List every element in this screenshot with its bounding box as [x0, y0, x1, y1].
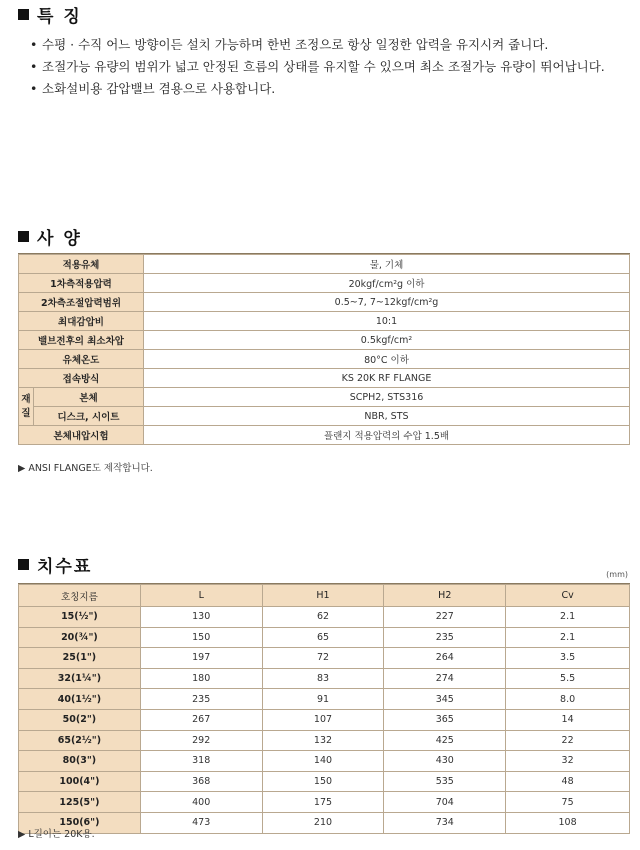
spec-label: 디스크, 시이트 [34, 407, 144, 426]
spec-row [19, 293, 630, 312]
dimension-cell: 292 [140, 730, 262, 751]
spec-label: 적용유체 [19, 255, 144, 274]
feature-item-2: • 조절가능 유량의 범위가 넓고 안정된 흐름의 상태를 유지할 수 있으며 최소 조절가능 유량이 뛰어납니다. [30, 56, 630, 78]
dimension-cell: 264 [384, 648, 506, 669]
dimension-cell: 107 [262, 709, 384, 730]
dimension-cell: 130 [140, 607, 262, 628]
nominal-size-cell: 80(3") [19, 751, 141, 772]
spec-title: 사 양 [37, 229, 82, 249]
square-bullet-icon [18, 9, 29, 20]
spec-value: 20kgf/cm²g 이하 [144, 274, 630, 293]
nominal-size-cell: 65(2½") [19, 730, 141, 751]
dimensions-title: 치수표 [37, 557, 93, 577]
spec-value: 10:1 [144, 312, 630, 331]
dimension-cell: 2.1 [506, 627, 630, 648]
table-row [19, 792, 630, 813]
spec-row [19, 331, 630, 350]
nominal-size-cell: 15(½") [19, 607, 141, 628]
spec-table [18, 254, 630, 445]
dimension-cell: 318 [140, 751, 262, 772]
spec-row [19, 312, 630, 331]
spec-value: 플랜지 적용압력의 수압 1.5배 [144, 426, 630, 445]
spec-label: 접속방식 [19, 369, 144, 388]
table-row [19, 709, 630, 730]
spec-label: 2차측조절압력범위 [19, 293, 144, 312]
dimensions-table [18, 584, 630, 834]
dimension-cell: 365 [384, 709, 506, 730]
column-header: H2 [384, 585, 506, 607]
table-row [19, 627, 630, 648]
spec-row [19, 255, 630, 274]
table-row [19, 607, 630, 628]
spec-label: 최대감압비 [19, 312, 144, 331]
column-header: Cv [506, 585, 630, 607]
dimension-cell: 175 [262, 792, 384, 813]
dimension-cell: 180 [140, 668, 262, 689]
nominal-size-cell: 50(2") [19, 709, 141, 730]
dimension-cell: 75 [506, 792, 630, 813]
dimension-cell: 140 [262, 751, 384, 772]
dimension-cell: 400 [140, 792, 262, 813]
dimension-cell: 345 [384, 689, 506, 710]
dimension-cell: 535 [384, 771, 506, 792]
table-row [19, 668, 630, 689]
dimension-cell: 2.1 [506, 607, 630, 628]
spec-row [19, 426, 630, 445]
features-list [30, 34, 630, 100]
spec-label: 본체 [34, 388, 144, 407]
table-row [19, 812, 630, 833]
dimension-cell: 8.0 [506, 689, 630, 710]
feature-item-1: • 수평 · 수직 어느 방향이든 설치 가능하며 한번 조정으로 항상 일정한 압력을 유지시켜 줍니다. [30, 34, 630, 56]
dimension-cell: 274 [384, 668, 506, 689]
dimension-cell: 72 [262, 648, 384, 669]
spec-row [19, 274, 630, 293]
spec-heading [18, 224, 82, 249]
dimensions-note: ▶ L길이는 20K용. [18, 829, 95, 840]
table-row [19, 689, 630, 710]
dimension-cell: 430 [384, 751, 506, 772]
spec-row [19, 407, 630, 426]
dimension-cell: 368 [140, 771, 262, 792]
nominal-size-cell: 125(5") [19, 792, 141, 813]
dimension-cell: 150 [140, 627, 262, 648]
nominal-size-cell: 100(4") [19, 771, 141, 792]
features-heading [18, 2, 82, 27]
spec-value: 0.5kgf/cm² [144, 331, 630, 350]
dimension-cell: 473 [140, 812, 262, 833]
dimension-cell: 210 [262, 812, 384, 833]
spec-value: NBR, STS [144, 407, 630, 426]
dimension-cell: 197 [140, 648, 262, 669]
dimension-cell: 32 [506, 751, 630, 772]
dimension-cell: 235 [140, 689, 262, 710]
dimensions-heading [18, 552, 92, 577]
spec-value: SCPH2, STS316 [144, 388, 630, 407]
dimension-cell: 65 [262, 627, 384, 648]
nominal-size-cell: 25(1") [19, 648, 141, 669]
dimension-cell: 704 [384, 792, 506, 813]
dimension-cell: 3.5 [506, 648, 630, 669]
spec-note: ▶ ANSI FLANGE도 제작합니다. [18, 463, 153, 474]
square-bullet-icon [18, 231, 29, 242]
dimension-cell: 235 [384, 627, 506, 648]
dimension-cell: 227 [384, 607, 506, 628]
table-row [19, 751, 630, 772]
dimension-cell: 62 [262, 607, 384, 628]
unit-label: (mm) [606, 570, 628, 579]
spec-value: 80°C 이하 [144, 350, 630, 369]
feature-item-3: • 소화설비용 감압밸브 겸용으로 사용합니다. [30, 78, 630, 100]
dimension-cell: 267 [140, 709, 262, 730]
table-row [19, 648, 630, 669]
spec-value: 물, 기체 [144, 255, 630, 274]
spec-value: KS 20K RF FLANGE [144, 369, 630, 388]
dimension-cell: 91 [262, 689, 384, 710]
nominal-size-cell: 32(1¼") [19, 668, 141, 689]
spec-label: 밸브전후의 최소차압 [19, 331, 144, 350]
material-label: 재질 [19, 388, 34, 426]
nominal-size-cell: 20(¾") [19, 627, 141, 648]
dimension-cell: 150 [262, 771, 384, 792]
spec-row [19, 350, 630, 369]
dimension-cell: 22 [506, 730, 630, 751]
nominal-size-cell: 150(6") [19, 812, 141, 833]
dimension-cell: 108 [506, 812, 630, 833]
dimension-cell: 5.5 [506, 668, 630, 689]
table-row [19, 730, 630, 751]
dimension-cell: 734 [384, 812, 506, 833]
dimension-cell: 14 [506, 709, 630, 730]
column-header: H1 [262, 585, 384, 607]
dimension-cell: 425 [384, 730, 506, 751]
spec-label: 유체온도 [19, 350, 144, 369]
dimensions-body [19, 607, 630, 834]
spec-label: 본체내압시험 [19, 426, 144, 445]
nominal-size-cell: 40(1½") [19, 689, 141, 710]
spec-row [19, 369, 630, 388]
dimension-cell: 132 [262, 730, 384, 751]
square-bullet-icon [18, 559, 29, 570]
dimensions-header-row [19, 585, 630, 607]
dimension-cell: 48 [506, 771, 630, 792]
table-row [19, 771, 630, 792]
spec-row [19, 388, 630, 407]
spec-value: 0.5~7, 7~12kgf/cm²g [144, 293, 630, 312]
column-header: 호칭지름 [19, 585, 141, 607]
features-title: 특 징 [37, 7, 82, 27]
spec-label: 1차측적용압력 [19, 274, 144, 293]
dimension-cell: 83 [262, 668, 384, 689]
column-header: L [140, 585, 262, 607]
